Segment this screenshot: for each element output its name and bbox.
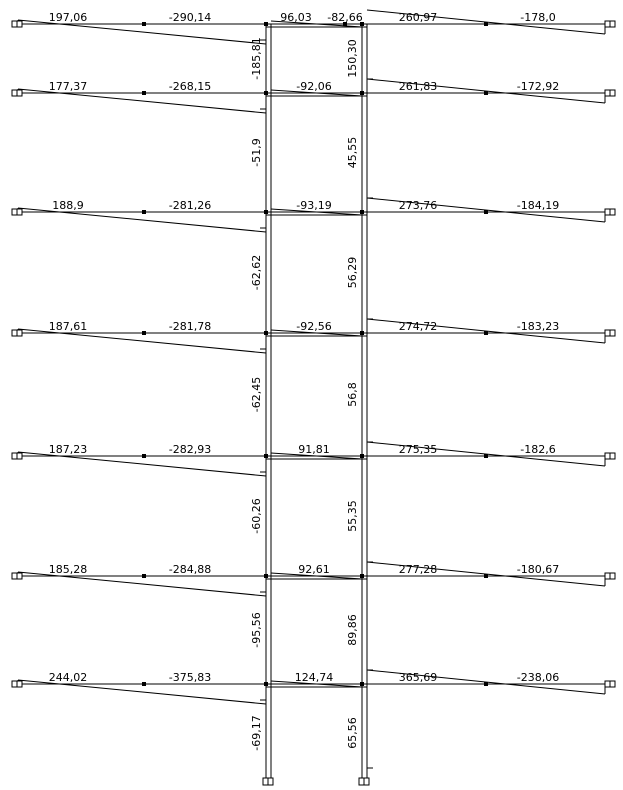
- frame-node: [484, 574, 488, 578]
- right-beam-end-label: 365,69: [398, 671, 438, 684]
- left-beam-end-label: 187,61: [48, 320, 88, 333]
- frame-nodes: [142, 22, 488, 686]
- end-support-icon: [610, 453, 615, 459]
- base-support-icon: [263, 778, 268, 785]
- frame-node: [142, 574, 146, 578]
- frame-node: [142, 210, 146, 214]
- left-beam-end-label: 197,06: [48, 11, 88, 24]
- frame-node: [264, 91, 268, 95]
- right-beam-span-label: -183,23: [516, 320, 560, 333]
- right-beam-span-label: -178,0: [520, 11, 556, 24]
- frame-node: [264, 574, 268, 578]
- end-support-icon: [17, 573, 22, 579]
- middle-beam-label: 124,74: [294, 671, 334, 684]
- left-column-moment-label: -60,26: [250, 498, 263, 534]
- base-support-icon: [268, 778, 273, 785]
- end-support-icon: [605, 90, 610, 96]
- end-support-icon: [12, 330, 17, 336]
- end-support-icon: [17, 209, 22, 215]
- end-support-icon: [610, 90, 615, 96]
- base-support-icon: [364, 778, 369, 785]
- frame-node: [360, 331, 364, 335]
- end-support-icon: [610, 573, 615, 579]
- right-beam-end-label: 275,35: [398, 443, 438, 456]
- value-labels: [49, 11, 559, 751]
- frame-node: [264, 454, 268, 458]
- end-support-icon: [610, 21, 615, 27]
- frame-node: [142, 331, 146, 335]
- left-beam-end-label: 244,02: [48, 671, 88, 684]
- end-support-icon: [610, 209, 615, 215]
- end-support-icon: [605, 681, 610, 687]
- end-support-icon: [610, 330, 615, 336]
- left-column-moment-label: -69,17: [250, 715, 263, 751]
- frame-node: [484, 210, 488, 214]
- frame-node: [484, 22, 488, 26]
- base-support-icon: [359, 778, 364, 785]
- frame-node: [142, 22, 146, 26]
- right-column-moment-label: 55,35: [346, 500, 359, 532]
- left-column-moment-label: -62,62: [250, 254, 263, 291]
- end-support-icon: [17, 90, 22, 96]
- left-column-moment-label: -51,9: [250, 138, 263, 167]
- frame-node: [264, 682, 268, 686]
- left-beam-span-label: -290,14: [168, 11, 212, 24]
- frame-node: [484, 454, 488, 458]
- end-support-icon: [12, 453, 17, 459]
- right-beam-end-label: 274,72: [398, 320, 438, 333]
- end-support-icon: [12, 209, 17, 215]
- frame-node: [360, 210, 364, 214]
- frame-node: [484, 682, 488, 686]
- end-support-icon: [17, 330, 22, 336]
- left-beam-span-label: -268,15: [168, 80, 212, 93]
- frame-node: [264, 331, 268, 335]
- end-support-icon: [12, 681, 17, 687]
- left-beam-span-label: -375,83: [168, 671, 212, 684]
- right-beam-end-label: 277,28: [398, 563, 438, 576]
- right-beam-span-label: -180,67: [516, 563, 560, 576]
- end-support-icon: [17, 681, 22, 687]
- frame-node: [142, 91, 146, 95]
- frame-node: [484, 91, 488, 95]
- right-column-moment-label: 150,30: [346, 39, 359, 78]
- left-beam-end-label: 185,28: [48, 563, 88, 576]
- right-column-moment-label: 45,55: [346, 136, 359, 169]
- end-support-icon: [12, 573, 17, 579]
- left-beam-span-label: -284,88: [168, 563, 212, 576]
- left-beam-span-label: -281,78: [168, 320, 212, 333]
- frame-node: [360, 91, 364, 95]
- left-beam-end-label: 188,9: [52, 199, 84, 212]
- middle-beam-right-label: -82,66: [327, 11, 363, 24]
- end-support-icon: [17, 453, 22, 459]
- right-beam-end-label: 273,76: [398, 199, 438, 212]
- frame-node: [484, 331, 488, 335]
- middle-beam-label: -92,06: [296, 80, 332, 93]
- middle-beam-label: -92,56: [296, 320, 332, 333]
- right-beam-span-label: -184,19: [516, 199, 560, 212]
- middle-beam-label: 91,81: [298, 443, 330, 456]
- left-beam-end-label: 177,37: [48, 80, 88, 93]
- middle-beam-label: -93,19: [296, 199, 332, 212]
- end-support-icon: [605, 330, 610, 336]
- right-beam-span-label: -238,06: [516, 671, 560, 684]
- end-support-icon: [605, 21, 610, 27]
- right-beam-span-label: -172,92: [516, 80, 560, 93]
- moment-curves: [18, 10, 605, 768]
- end-support-icon: [605, 573, 610, 579]
- right-column-moment-label: 89,86: [346, 614, 359, 646]
- middle-beam-left-label: 96,03: [280, 11, 312, 24]
- frame-node: [142, 682, 146, 686]
- end-support-icon: [610, 681, 615, 687]
- left-column-moment-label: -62,45: [250, 376, 263, 413]
- right-beam-span-label: -182,6: [520, 443, 556, 456]
- left-beam-end-label: 187,23: [48, 443, 88, 456]
- end-support-icon: [17, 21, 22, 27]
- left-beam-span-label: -282,93: [168, 443, 212, 456]
- middle-beam-label: 92,61: [298, 563, 330, 576]
- right-column-moment-label: 56,29: [346, 256, 359, 289]
- end-support-icon: [605, 453, 610, 459]
- frame-node: [264, 22, 268, 26]
- frame-node: [142, 454, 146, 458]
- right-beam-end-label: 261,83: [398, 80, 438, 93]
- frame-structure: [18, 24, 607, 782]
- right-column-moment-label: 56,8: [346, 382, 359, 407]
- frame-node: [360, 574, 364, 578]
- end-support-icon: [12, 90, 17, 96]
- left-column-moment-label: -185,81: [250, 37, 263, 80]
- end-support-icon: [12, 21, 17, 27]
- left-column-moment-label: -95,56: [250, 612, 263, 648]
- frame-node: [264, 210, 268, 214]
- right-beam-end-label: 260,97: [398, 11, 438, 24]
- left-beam-span-label: -281,26: [168, 199, 212, 212]
- end-support-icon: [605, 209, 610, 215]
- frame-node: [360, 454, 364, 458]
- frame-node: [360, 682, 364, 686]
- right-column-moment-label: 65,56: [346, 717, 359, 749]
